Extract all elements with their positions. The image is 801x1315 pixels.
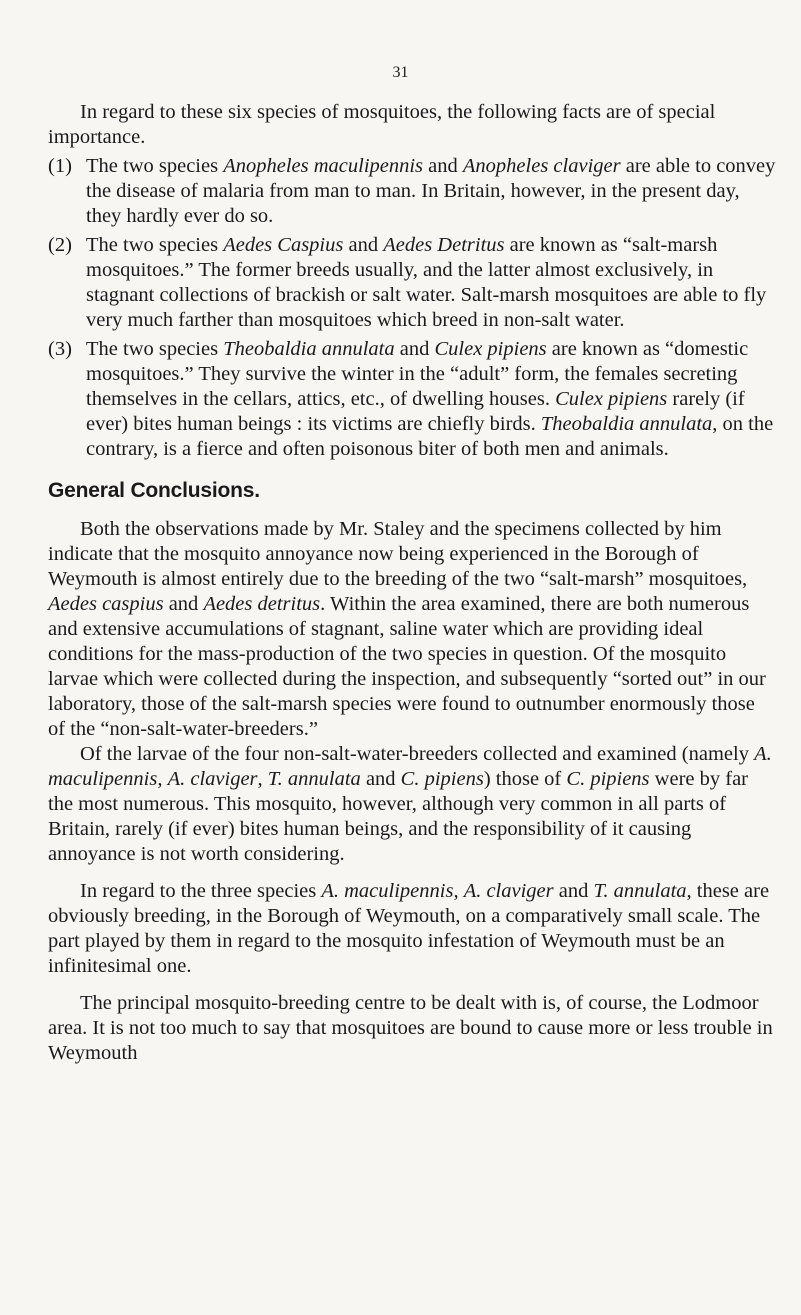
list-item-text: The two species Anopheles maculipennis and Anopheles claviger are able to convey the disease of malaria from man to man. In Britain, however, in the present day, they hardly ever do so.	[86, 155, 776, 227]
list-item-number: (2)	[48, 234, 72, 256]
paragraph: In regard to the three species A. maculipennis, A. claviger and T. annulata, these are obviously breeding, in the Borough of Weymouth, on a comparatively small scale. The part played by them in regard to the mosquito infestation of Weymouth must be an infinitesimal one.	[48, 880, 770, 977]
paragraph: The principal mosquito-breeding centre to be dealt with is, of course, the Lodmoor area. It is not too much to say that mosquitoes are bound to cause more or less trouble in Weymouth	[48, 992, 773, 1064]
list-item-number: (3)	[48, 338, 72, 360]
list-item	[48, 337, 777, 462]
list-item-number: (1)	[48, 155, 72, 177]
paragraph: Of the larvae of the four non-salt-water-breeders collected and examined (namely A. maculipennis, A. claviger, T. annulata and C. pipiens) those of C. pipiens were by far the most numerous. This mosquito, however, although very common in all parts of Britain, rarely (if ever) bites human beings, and the responsibility of it causing annoyance is not worth considering.	[48, 743, 772, 865]
list-item	[48, 154, 777, 229]
list-item	[48, 233, 777, 333]
page-content	[48, 100, 777, 1066]
intro-paragraph: In regard to these six species of mosquitoes, the following facts are of special importance.	[48, 101, 716, 148]
section-heading: General Conclusions.	[48, 479, 260, 502]
page-number: 31	[392, 64, 409, 81]
list-item-text: The two species Theobaldia annulata and Culex pipiens are known as “domestic mosquitoes.” They survive the winter in the “adult” form, the females secreting themselves in the cellars, attics, etc., of dwelling houses. Culex pipiens rarely (if ever) bites human beings : its victims are chiefly birds. Theobaldia annulata, on the contrary, is a fierce and often poisonous biter of both men and animals.	[86, 338, 774, 460]
list-item-text: The two species Aedes Caspius and Aedes Detritus are known as “salt-marsh mosquitoes.” The former breeds usually, and the latter almost exclusively, in stagnant collections of brackish or salt water. Salt-marsh mosquitoes are able to fly very much farther than mosquitoes which breed in non-salt water.	[86, 234, 767, 331]
paragraph: Both the observations made by Mr. Staley and the specimens collected by him indicate that the mosquito annoyance now being experienced in the Borough of Weymouth is almost entirely due to the breeding of the two “salt-marsh” mosquitoes, Aedes caspius and Aedes detritus. Within the area examined, there are both numerous and extensive accumulations of stagnant, saline water which are providing ideal conditions for the mass-production of the two species in question. Of the mosquito larvae which were collected during the inspection, and subsequently “sorted out” in our laboratory, those of the salt-marsh species were found to outnumber enormously those of the “non-salt-water-breeders.”	[48, 518, 766, 740]
